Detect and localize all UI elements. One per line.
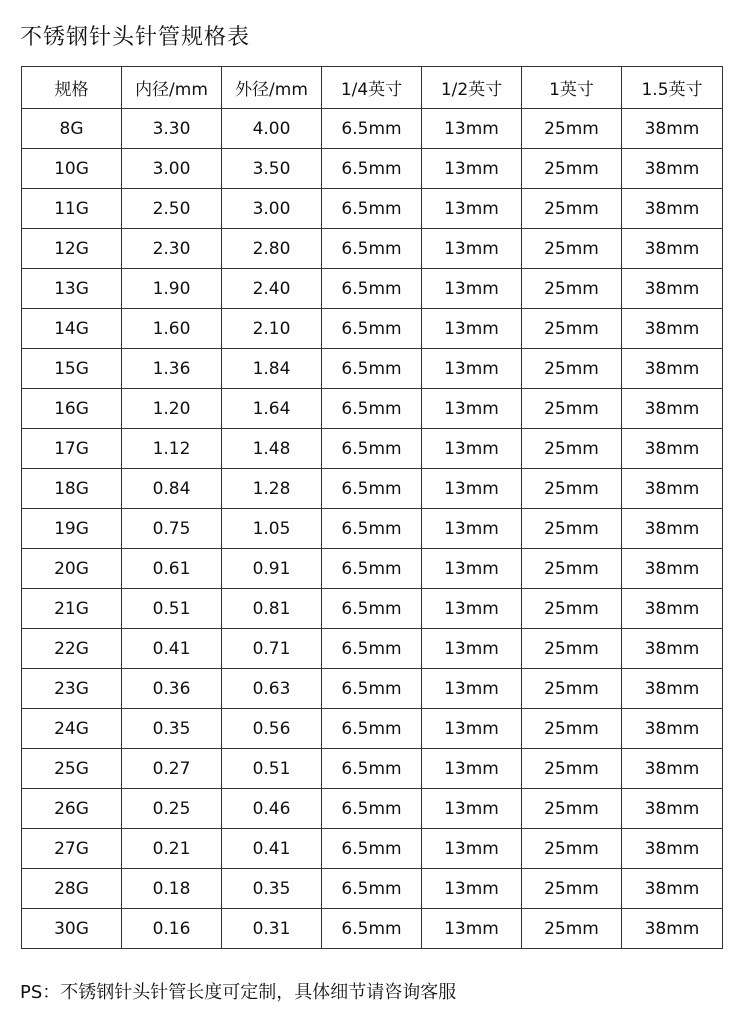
table-cell: 0.46 <box>222 789 322 829</box>
table-cell: 0.35 <box>122 709 222 749</box>
table-cell: 25mm <box>522 749 622 789</box>
table-cell: 13mm <box>422 349 522 389</box>
table-cell: 1.84 <box>222 349 322 389</box>
table-cell: 38mm <box>622 709 723 749</box>
table-cell: 19G <box>22 509 122 549</box>
table-cell: 6.5mm <box>322 349 422 389</box>
table-cell: 0.51 <box>222 749 322 789</box>
table-cell: 1.28 <box>222 469 322 509</box>
table-cell: 3.50 <box>222 149 322 189</box>
table-cell: 1.05 <box>222 509 322 549</box>
table-cell: 0.71 <box>222 629 322 669</box>
table-cell: 25mm <box>522 909 622 949</box>
table-cell: 0.31 <box>222 909 322 949</box>
table-cell: 6.5mm <box>322 309 422 349</box>
table-cell: 25mm <box>522 509 622 549</box>
table-cell: 6.5mm <box>322 269 422 309</box>
table-cell: 25mm <box>522 109 622 149</box>
table-row <box>22 109 723 149</box>
table-cell: 6.5mm <box>322 429 422 469</box>
table-cell: 1.36 <box>122 349 222 389</box>
table-cell: 22G <box>22 629 122 669</box>
table-cell: 6.5mm <box>322 509 422 549</box>
table-cell: 38mm <box>622 749 723 789</box>
table-header-row <box>22 67 723 109</box>
table-cell: 13mm <box>422 629 522 669</box>
table-cell: 25mm <box>522 469 622 509</box>
table-cell: 0.84 <box>122 469 222 509</box>
table-cell: 25mm <box>522 429 622 469</box>
table-cell: 13mm <box>422 109 522 149</box>
table-cell: 38mm <box>622 429 723 469</box>
table-cell: 25mm <box>522 829 622 869</box>
table-cell: 6.5mm <box>322 909 422 949</box>
table-row <box>22 909 723 949</box>
table-cell: 38mm <box>622 349 723 389</box>
table-row <box>22 789 723 829</box>
table-cell: 2.10 <box>222 309 322 349</box>
table-row <box>22 469 723 509</box>
table-cell: 30G <box>22 909 122 949</box>
table-cell: 38mm <box>622 829 723 869</box>
table-row <box>22 509 723 549</box>
table-row <box>22 589 723 629</box>
table-cell: 0.16 <box>122 909 222 949</box>
table-cell: 2.50 <box>122 189 222 229</box>
table-cell: 13mm <box>422 589 522 629</box>
table-cell: 28G <box>22 869 122 909</box>
table-cell: 13mm <box>422 509 522 549</box>
table-cell: 1.48 <box>222 429 322 469</box>
table-cell: 15G <box>22 349 122 389</box>
table-cell: 6.5mm <box>322 669 422 709</box>
table-cell: 38mm <box>622 509 723 549</box>
table-cell: 1.64 <box>222 389 322 429</box>
table-row <box>22 629 723 669</box>
table-cell: 25mm <box>522 869 622 909</box>
table-row <box>22 429 723 469</box>
table-cell: 6.5mm <box>322 829 422 869</box>
table-cell: 0.27 <box>122 749 222 789</box>
table-cell: 6.5mm <box>322 189 422 229</box>
table-cell: 25mm <box>522 789 622 829</box>
table-cell: 25mm <box>522 309 622 349</box>
table-cell: 38mm <box>622 789 723 829</box>
table-cell: 38mm <box>622 189 723 229</box>
header-outer-diameter: 外径/mm <box>222 67 322 109</box>
table-cell: 13mm <box>422 869 522 909</box>
table-cell: 21G <box>22 589 122 629</box>
table-cell: 0.35 <box>222 869 322 909</box>
table-cell: 0.51 <box>122 589 222 629</box>
table-cell: 17G <box>22 429 122 469</box>
header-half-inch: 1/2英寸 <box>422 67 522 109</box>
table-cell: 38mm <box>622 589 723 629</box>
table-cell: 38mm <box>622 629 723 669</box>
table-row <box>22 189 723 229</box>
table-cell: 0.56 <box>222 709 322 749</box>
table-cell: 13mm <box>422 309 522 349</box>
table-cell: 13mm <box>422 709 522 749</box>
table-cell: 25mm <box>522 229 622 269</box>
table-row <box>22 149 723 189</box>
table-cell: 23G <box>22 669 122 709</box>
table-cell: 1.90 <box>122 269 222 309</box>
table-cell: 14G <box>22 309 122 349</box>
table-cell: 13mm <box>422 189 522 229</box>
table-cell: 6.5mm <box>322 869 422 909</box>
table-cell: 38mm <box>622 669 723 709</box>
table-cell: 3.00 <box>122 149 222 189</box>
footnote: PS：不锈钢针头针管长度可定制，具体细节请咨询客服 <box>20 982 457 1003</box>
table-cell: 13mm <box>422 829 522 869</box>
table-cell: 25mm <box>522 389 622 429</box>
table-cell: 0.63 <box>222 669 322 709</box>
table-row <box>22 749 723 789</box>
table-cell: 0.81 <box>222 589 322 629</box>
table-cell: 38mm <box>622 549 723 589</box>
table-cell: 25mm <box>522 189 622 229</box>
table-cell: 38mm <box>622 109 723 149</box>
table-cell: 6.5mm <box>322 389 422 429</box>
table-cell: 2.40 <box>222 269 322 309</box>
table-row <box>22 869 723 909</box>
table-cell: 4.00 <box>222 109 322 149</box>
table-cell: 25mm <box>522 589 622 629</box>
table-row <box>22 269 723 309</box>
table-row <box>22 229 723 269</box>
table-cell: 6.5mm <box>322 109 422 149</box>
table-cell: 0.75 <box>122 509 222 549</box>
table-row <box>22 709 723 749</box>
table-cell: 38mm <box>622 149 723 189</box>
header-quarter-inch: 1/4英寸 <box>322 67 422 109</box>
table-cell: 11G <box>22 189 122 229</box>
table-cell: 38mm <box>622 309 723 349</box>
table-cell: 3.30 <box>122 109 222 149</box>
table-cell: 38mm <box>622 909 723 949</box>
header-gauge: 规格 <box>22 67 122 109</box>
table-cell: 25mm <box>522 709 622 749</box>
table-cell: 2.30 <box>122 229 222 269</box>
table-cell: 38mm <box>622 229 723 269</box>
table-cell: 6.5mm <box>322 469 422 509</box>
table-cell: 38mm <box>622 389 723 429</box>
table-cell: 13mm <box>422 669 522 709</box>
table-cell: 13mm <box>422 229 522 269</box>
table-cell: 0.41 <box>122 629 222 669</box>
table-cell: 1.20 <box>122 389 222 429</box>
table-cell: 12G <box>22 229 122 269</box>
table-cell: 13mm <box>422 429 522 469</box>
table-cell: 13mm <box>422 749 522 789</box>
table-cell: 38mm <box>622 469 723 509</box>
table-cell: 2.80 <box>222 229 322 269</box>
table-cell: 25mm <box>522 629 622 669</box>
table-row <box>22 309 723 349</box>
table-cell: 1.12 <box>122 429 222 469</box>
table-cell: 13mm <box>422 909 522 949</box>
table-cell: 6.5mm <box>322 749 422 789</box>
table-cell: 38mm <box>622 869 723 909</box>
header-one-inch: 1英寸 <box>522 67 622 109</box>
table-cell: 13mm <box>422 469 522 509</box>
table-cell: 1.60 <box>122 309 222 349</box>
table-cell: 0.25 <box>122 789 222 829</box>
table-cell: 0.61 <box>122 549 222 589</box>
table-cell: 6.5mm <box>322 549 422 589</box>
table-row <box>22 669 723 709</box>
table-row <box>22 389 723 429</box>
table-cell: 10G <box>22 149 122 189</box>
table-cell: 25mm <box>522 549 622 589</box>
table-row <box>22 349 723 389</box>
table-body <box>22 109 723 949</box>
table-cell: 3.00 <box>222 189 322 229</box>
table-cell: 0.91 <box>222 549 322 589</box>
table-cell: 13mm <box>422 789 522 829</box>
table-cell: 25mm <box>522 669 622 709</box>
table-cell: 6.5mm <box>322 589 422 629</box>
table-cell: 0.36 <box>122 669 222 709</box>
table-cell: 24G <box>22 709 122 749</box>
table-cell: 13mm <box>422 149 522 189</box>
table-cell: 26G <box>22 789 122 829</box>
table-cell: 25mm <box>522 349 622 389</box>
table-cell: 16G <box>22 389 122 429</box>
spec-table <box>21 66 723 949</box>
table-cell: 38mm <box>622 269 723 309</box>
table-cell: 13mm <box>422 269 522 309</box>
table-cell: 0.41 <box>222 829 322 869</box>
table-cell: 25mm <box>522 269 622 309</box>
table-cell: 6.5mm <box>322 789 422 829</box>
table-cell: 13mm <box>422 549 522 589</box>
table-cell: 6.5mm <box>322 229 422 269</box>
table-cell: 6.5mm <box>322 709 422 749</box>
table-cell: 0.21 <box>122 829 222 869</box>
table-cell: 6.5mm <box>322 629 422 669</box>
table-row <box>22 829 723 869</box>
page-title: 不锈钢针头针管规格表 <box>20 25 251 50</box>
table-cell: 27G <box>22 829 122 869</box>
table-cell: 13G <box>22 269 122 309</box>
table-cell: 25G <box>22 749 122 789</box>
table-cell: 13mm <box>422 389 522 429</box>
table-cell: 8G <box>22 109 122 149</box>
table-cell: 18G <box>22 469 122 509</box>
table-cell: 6.5mm <box>322 149 422 189</box>
table-cell: 0.18 <box>122 869 222 909</box>
table-cell: 25mm <box>522 149 622 189</box>
header-one-half-inch: 1.5英寸 <box>622 67 723 109</box>
header-inner-diameter: 内径/mm <box>122 67 222 109</box>
table-cell: 20G <box>22 549 122 589</box>
table-row <box>22 549 723 589</box>
